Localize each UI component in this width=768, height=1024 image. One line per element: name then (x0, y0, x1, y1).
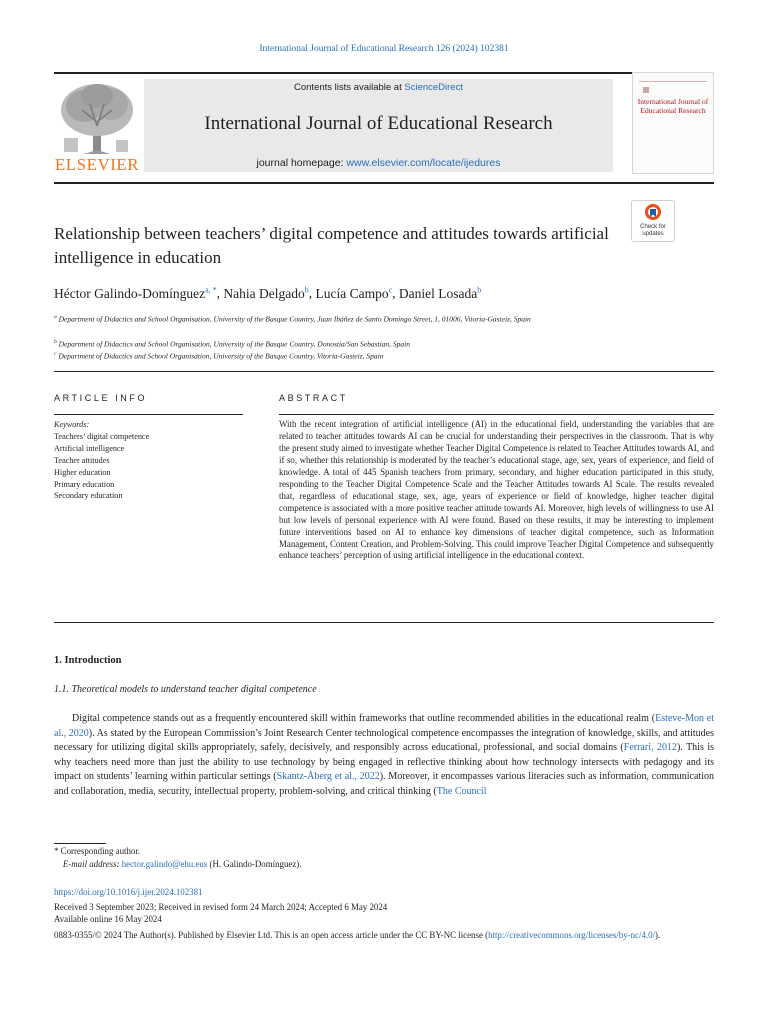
keyword: Teachers’ digital competence (54, 431, 150, 441)
contents-prefix: Contents lists available at (294, 82, 405, 93)
section-heading-introduction: 1. Introduction (54, 655, 122, 666)
check-for-updates-button[interactable] (631, 200, 675, 242)
body-paragraph: Digital competence stands out as a frequently encountered skill within frameworks that outline recommended abilities in the educational realm (Esteve-Mon et al., 2020). As stated by the European Commission’s Joint Research Center technological competence encompasses the integration of knowledge, skills, and attitudes necessary for utilizing digital skills appropriately, safely, decisively, and responsibly across educational, professional, and social domains (Ferrari, 2012). This is why teachers need more than just the ability to use technology by being engaged in reflective thinking about how technology intersects with pedagogy and its impact on students’ learning within particular settings (Skantz-Åberg et al., 2022). Moreover, it encompasses various literacies such as information, communication and collaboration, media, security, intellectual property, problem-solving, and critical thinking (The Council (54, 713, 714, 797)
author-list: Héctor Galindo-Domínguez$^{a, *}$, Nahia Delgado$^b$, Lucía Campo$^c$, Daniel Losada$^b$ (54, 285, 482, 301)
subsection-heading: 1.1. Theoretical models to understand teacher digital competence (54, 684, 317, 695)
citation-link[interactable]: Esteve-Mon et al., 2020 (54, 713, 714, 739)
affiliation-b: $^b$ Department of Didactics and School Organisation, University of the Basque Country, Donostia/San Sebastian, Spain (54, 339, 410, 349)
section-divider (54, 371, 714, 372)
license-link[interactable]: http://creativecommons.org/licenses/by-nc/4.0/ (488, 930, 656, 940)
article-info-rule (54, 414, 243, 415)
cover-logo-mark (643, 87, 649, 93)
citation-link[interactable]: Skantz-Åberg et al., 2022 (276, 771, 380, 783)
author[interactable]: Nahia Delgado$^b$ (223, 285, 309, 301)
check-for-updates-icon (644, 203, 662, 223)
keywords-label: Keywords: (54, 420, 90, 429)
keywords-list (54, 419, 244, 502)
abstract-end-rule (54, 622, 714, 623)
publisher-name: ELSEVIER (54, 155, 140, 174)
footnote-rule (54, 843, 106, 844)
contents-line (144, 82, 613, 93)
keyword: Secondary education (54, 491, 123, 501)
available-online: Available online 16 May 2024 (54, 914, 162, 924)
article-title: Relationship between teachers’ digital competence and attitudes towards artificial intelligence in education (54, 224, 609, 267)
author[interactable]: Héctor Galindo-Domínguez$^{a, *}$ (54, 285, 217, 301)
citation-link[interactable]: The Council (436, 785, 487, 797)
cover-title: International Journal of Educational Research (637, 97, 709, 116)
check-for-updates-label: Check for updates (640, 224, 666, 237)
homepage-prefix: journal homepage: (256, 157, 347, 169)
abstract-heading: ABSTRACT (279, 393, 348, 403)
journal-citation[interactable]: International Journal of Educational Research 126 (2024) 102381 (259, 44, 509, 54)
email-note: E-mail address: hector.galindo@ehu.eus (H. Galindo-Domínguez). (62, 859, 302, 869)
received-dates: Received 3 September 2023; Received in revised form 24 March 2024; Accepted 6 May 2024 (54, 902, 388, 912)
abstract-rule (279, 414, 714, 415)
journal-title: International Journal of Educational Research (204, 113, 553, 134)
keyword: Teacher attitudes (54, 455, 110, 465)
homepage-line (144, 157, 613, 169)
abstract-text: With the recent integration of artificial intelligence (AI) in the educational field, understanding the variables that are related to teacher attitudes towards AI can be crucial for understanding their perspectives in the classroom. That is why the present study aimed to investigate whether Teacher Digital Competence is related to Teacher Attitudes towards AI, and if so, whether this relationship is moderated by the teacher’s educational stage, age, sex, years of experience, and field of knowledge. A total of 445 Spanish teachers from primary, secondary, and higher education participated in this study, responding to the Teacher Digital Competence Scale and the Teacher Attitudes towards AI Scale. The results revealed that, regardless of educational stage, sex, age, years of experience or field of knowledge, higher teacher digital competence is associated with a more positive teacher attitude towards AI. Moreover, high levels of willingness to use AI but low levels of personal experience with AI were found. Based on these results, it may be interesting to implement future interventions based on AI to enhance key dimensions of teacher digital competence, such as Information Management, Content Creation, and Problem-Solving. This could improve Teacher Digital Competence and subsequently enhance teachers’ perception of using artificial intelligence in the educational context. (279, 419, 714, 561)
keyword: Primary education (54, 479, 115, 489)
affiliation-c: $^c$ Department of Didactics and School Organisation, University of the Basque Country, Vitoria-Gasteiz, Spain (54, 351, 384, 361)
author[interactable]: Lucía Campo$^c$ (315, 285, 393, 301)
journal-homepage-link[interactable]: www.elsevier.com/locate/ijedures (346, 157, 501, 169)
sciencedirect-link[interactable]: ScienceDirect (404, 82, 463, 93)
keyword: Higher education (54, 467, 111, 477)
citation-link[interactable]: Ferrari, 2012 (623, 742, 677, 754)
header-top-rule (54, 72, 714, 74)
email-link[interactable]: hector.galindo@ehu.eus (121, 859, 208, 869)
keyword: Artificial intelligence (54, 443, 125, 453)
license-statement: 0883-0355/© 2024 The Author(s). Published by Elsevier Ltd. This is an open access article under the CC BY-NC license (http://creativecommons.org/licenses/by-nc/4.0/). (54, 930, 661, 940)
article-info-heading: ARTICLE INFO (54, 393, 148, 403)
cover-rule (639, 81, 707, 82)
corresponding-author-note: * Corresponding author. (54, 846, 141, 856)
header-bottom-rule (54, 182, 714, 184)
journal-cover-thumbnail[interactable] (632, 72, 714, 174)
author[interactable]: Daniel Losada$^b$ (398, 285, 482, 301)
affiliation-a: $^a$ Department of Didactics and School Organisation, University of the Basque Country, Juan Ibáñez de Santo Domingo Street, 1, 01006, Vitoria-Gasteiz, Spain (54, 314, 531, 324)
doi-link[interactable]: https://doi.org/10.1016/j.ijer.2024.102381 (54, 887, 203, 897)
